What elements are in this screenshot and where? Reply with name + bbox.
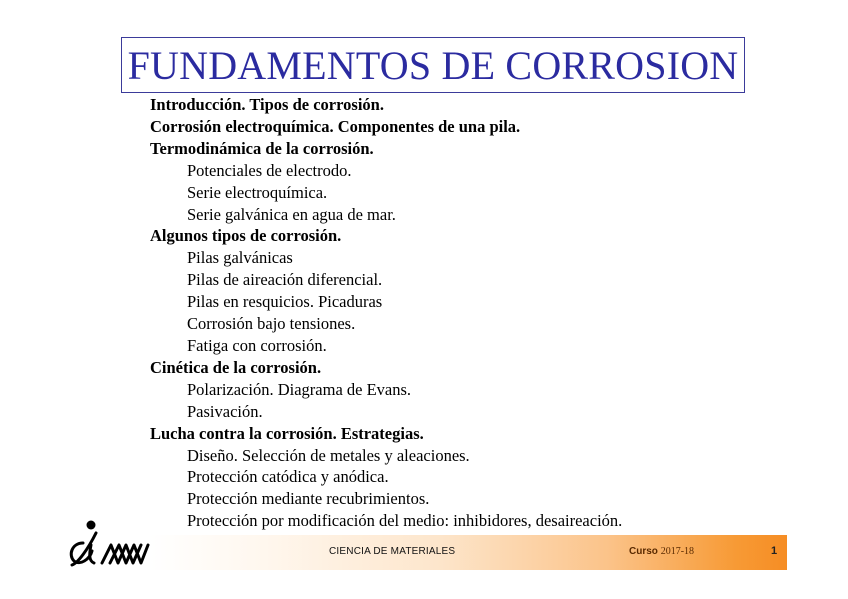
outline-item: Fatiga con corrosión. xyxy=(187,335,327,355)
outline-item: Protección catódica y anódica. xyxy=(187,467,389,487)
course-label: Curso xyxy=(629,546,658,557)
course-year: 2017-18 xyxy=(660,546,695,557)
outline-item: Pilas de aireación diferencial. xyxy=(187,270,383,290)
footer-course-info xyxy=(629,546,694,557)
footer-bar xyxy=(150,535,787,570)
section-heading: Termodinámica de la corrosión. xyxy=(150,138,374,158)
outline-item: Polarización. Diagrama de Evans. xyxy=(187,379,412,399)
outline-item: Serie galvánica en agua de mar. xyxy=(187,204,396,224)
outline-item: Serie electroquímica. xyxy=(187,182,328,202)
slide-title: FUNDAMENTOS DE CORROSION xyxy=(127,42,739,88)
outline-item: Potenciales de electrodo. xyxy=(187,160,352,180)
section-heading: Algunos tipos de corrosión. xyxy=(150,226,342,246)
title-box xyxy=(121,37,745,93)
section-heading: Corrosión electroquímica. Componentes de una pila. xyxy=(150,116,521,136)
section-heading: Cinética de la corrosión. xyxy=(150,357,322,377)
outline-item: Pilas galvánicas xyxy=(187,248,293,268)
cim-logo-icon xyxy=(66,519,150,569)
outline-item: Protección por modificación del medio: inhibidores, desaireación. xyxy=(187,511,623,531)
section-heading: Lucha contra la corrosión. Estrategias. xyxy=(150,423,424,443)
outline-item: Pilas en resquicios. Picaduras xyxy=(187,292,383,312)
outline-item: Diseño. Selección de metales y aleaciones. xyxy=(187,445,470,465)
footer-course-name: CIENCIA DE MATERIALES xyxy=(329,546,456,557)
outline-item: Corrosión bajo tensiones. xyxy=(187,314,356,334)
topic-outline xyxy=(150,94,790,532)
page-number: 1 xyxy=(771,545,778,557)
outline-item: Pasivación. xyxy=(187,401,263,421)
section-heading: Introducción. Tipos de corrosión. xyxy=(150,95,384,114)
outline-item: Protección mediante recubrimientos. xyxy=(187,489,430,509)
